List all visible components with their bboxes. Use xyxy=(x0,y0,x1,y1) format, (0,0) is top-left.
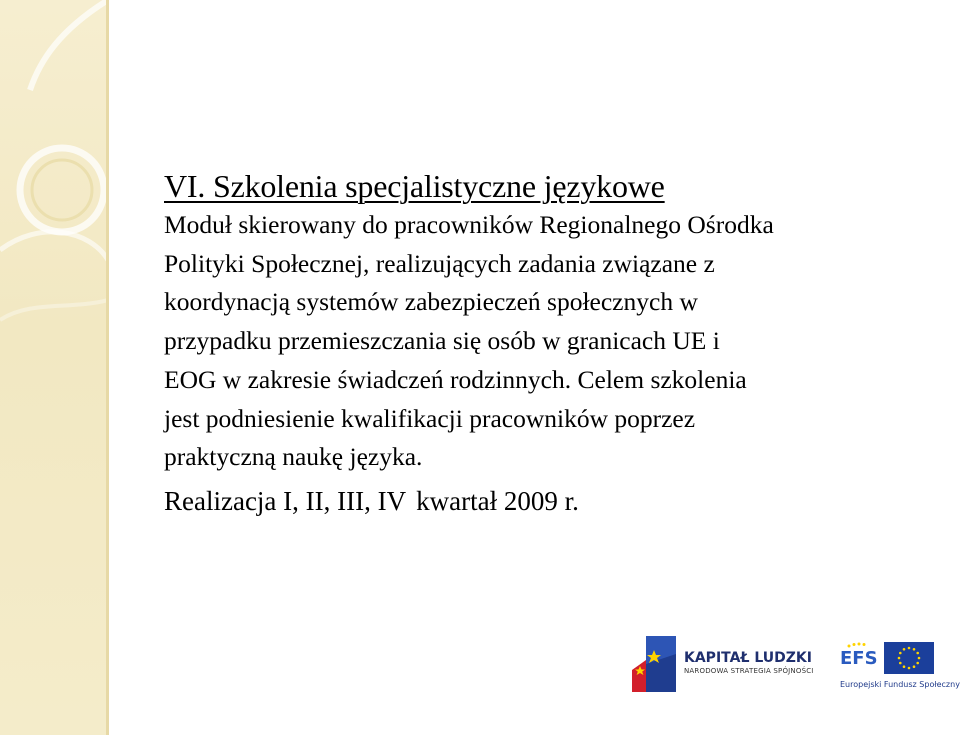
body-line: EOG w zakresie świadczeń rodzinnych. Celem szkolenia xyxy=(164,364,747,394)
efs-logo-icon xyxy=(840,642,884,670)
decorative-arcs xyxy=(0,0,108,735)
funding-logos xyxy=(622,620,960,712)
body-line: jest podniesienie kwalifikacji pracowników poprzez xyxy=(164,403,696,433)
body-line: praktyczną naukę języka. xyxy=(164,442,423,472)
body-line: Moduł skierowany do pracowników Regionalnego Ośrodka xyxy=(164,210,774,239)
body-line: koordynacją systemów zabezpieczeń społecznych w xyxy=(164,287,698,317)
kapital-ludzki-name: KAPITAŁ LUDZKI xyxy=(684,650,812,666)
eu-flag-icon xyxy=(884,642,934,674)
body-line: przypadku przemieszczania się osób w granicach UE i xyxy=(164,326,720,356)
sidebar-divider xyxy=(106,0,109,735)
realization-summary xyxy=(164,481,954,521)
kapital-ludzki-subtitle: NARODOWA STRATEGIA SPÓJNOŚCI xyxy=(684,667,814,675)
slide-body xyxy=(164,206,954,477)
summary-quarters: Realizacja I, II, III, IV xyxy=(164,485,407,516)
slide-title: VI. Szkolenia specjalistyczne językowe xyxy=(164,168,665,204)
decorative-sidebar xyxy=(0,0,108,735)
summary-year: kwartał 2009 r. xyxy=(416,485,579,516)
slide-content xyxy=(164,166,954,521)
body-line: Polityki Społecznej, realizujących zadania związane z xyxy=(164,248,715,278)
efs-caption: Europejski Fundusz Społeczny xyxy=(840,680,960,689)
kapital-ludzki-emblem-icon xyxy=(632,630,680,698)
svg-text:EFS: EFS xyxy=(840,648,878,669)
kapital-ludzki-text xyxy=(684,650,814,676)
